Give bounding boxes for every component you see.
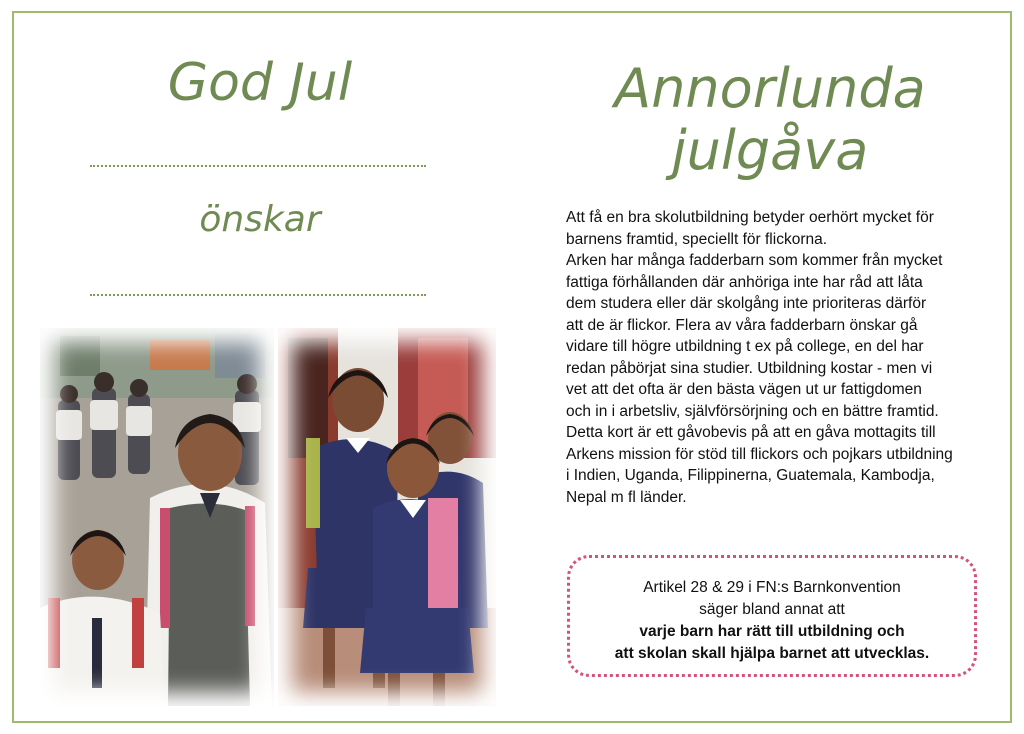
body-line: dem studera eller där skolgång inte prioriteras därför [566, 295, 927, 312]
body-paragraph [566, 207, 986, 508]
convention-callout-box [567, 555, 977, 677]
schoolchildren-street-photo [40, 328, 274, 706]
body-line: barnens framtid, speciellt för flickorna. [566, 230, 828, 248]
body-line: och in i arbetsliv, självförsörjning och en bättre framtid. [566, 402, 939, 420]
body-line: vidare till högre utbildning t ex på college, en del har [566, 338, 924, 355]
schoolgirls-photo [278, 328, 496, 706]
greeting-heading: God Jul [167, 53, 353, 113]
callout-line-3: varje barn har rätt till utbildning och [639, 623, 905, 640]
body-line: redan påbörjat sina studier. Utbildning kostar - men vi [566, 359, 933, 377]
body-line: Arken har många fadderbarn som kommer från mycket [566, 252, 943, 269]
body-line: Detta kort är ett gåvobevis på att en gåva mottagits till [566, 424, 936, 441]
body-line: fattiga förhållanden där anhöriga inte har råd att låta [566, 273, 923, 291]
name-line-to [90, 165, 426, 167]
title-line-2: julgåva [671, 119, 869, 182]
name-line-from [90, 294, 426, 296]
callout-line-1: Artikel 28 & 29 i FN:s Barnkonvention [643, 579, 901, 596]
body-line: Nepal m fl länder. [566, 488, 687, 506]
body-line: Arkens mission för stöd till flickors och pojkars utbildning [566, 445, 953, 463]
callout-line-4: att skolan skall hjälpa barnet att utvecklas. [614, 645, 930, 662]
body-line: vet att det ofta är den bästa vägen ut ur fattigdomen [566, 381, 922, 398]
callout-line-2: säger bland annat att [699, 601, 845, 618]
body-line: i Indien, Uganda, Filippinerna, Guatemala, Kambodja, [566, 467, 935, 484]
title-line-1: Annorlunda [614, 57, 926, 120]
title-heading [560, 58, 980, 182]
wishes-label: önskar [199, 199, 321, 240]
body-line: Att få en bra skolutbildning betyder oerhört mycket för [566, 209, 934, 226]
body-line: att de är flickor. Flera av våra fadderbarn önskar gå [566, 316, 918, 334]
